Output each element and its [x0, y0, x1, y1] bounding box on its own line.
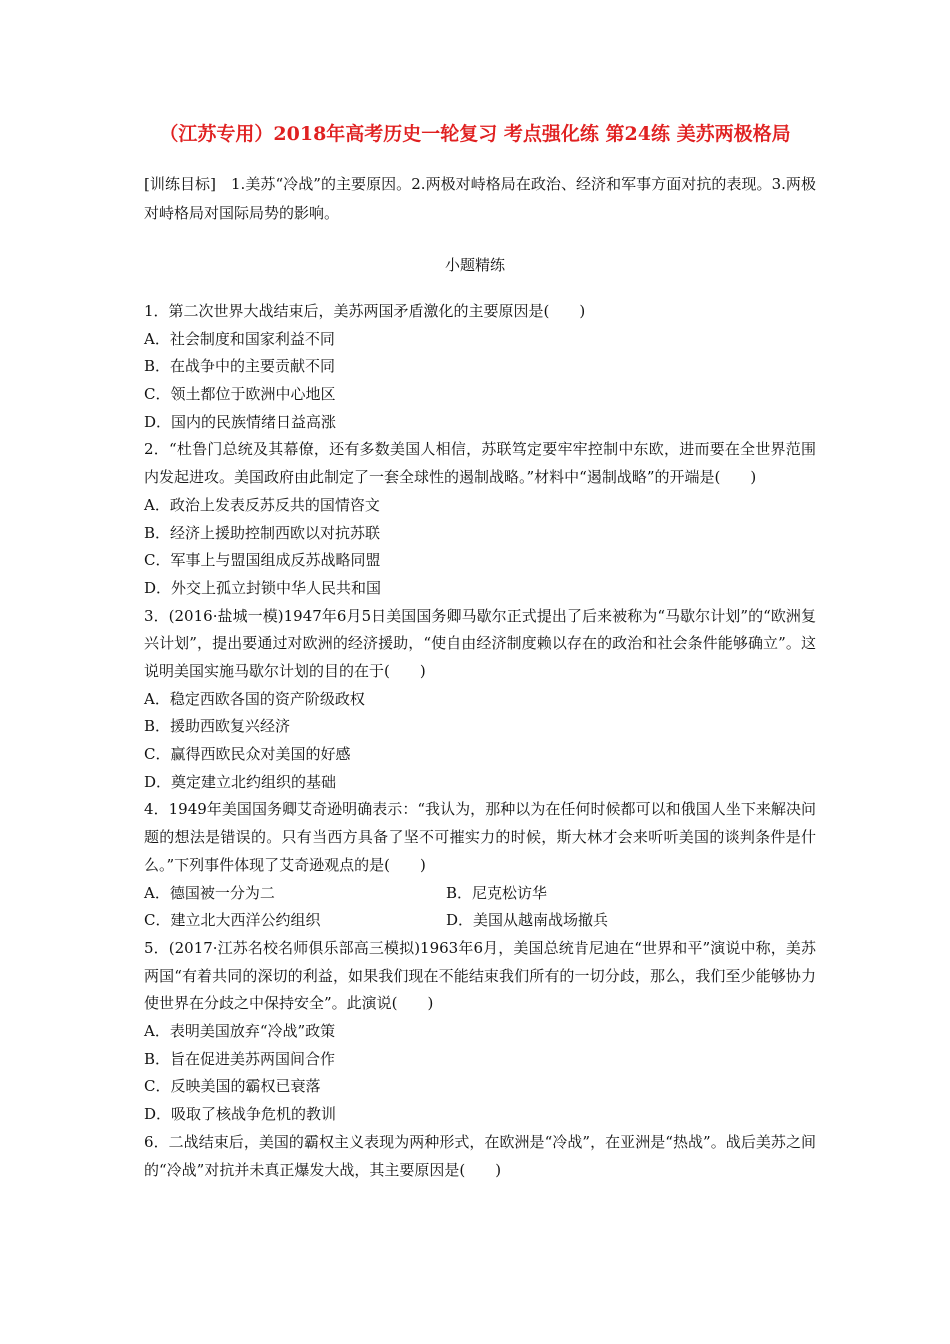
option-row — [144, 907, 816, 935]
question-stem: 4．1949年美国国务卿艾奇逊明确表示：“我认为，那种以为在任何时候都可以和俄国人坐下来解决问题的想法是错误的。只有当西方具备了坚不可摧实力的时候，斯大林才会来听听美国的谈判条件是什么。”下列事件体现了艾奇逊观点的是( ) — [144, 800, 816, 874]
question-2 — [144, 436, 816, 602]
question-stem: 2．“杜鲁门总统及其幕僚，还有多数美国人相信，苏联笃定要牢牢控制中东欧，进而要在全世界范围内发起进攻。美国政府由此制定了一套全球性的遏制战略。”材料中“遏制战略”的开端是( ) — [144, 440, 816, 487]
option-b: B．援助西欧复兴经济 — [144, 717, 291, 736]
question-5 — [144, 935, 816, 1129]
option-a: A．政治上发表反苏反共的国情咨文 — [144, 495, 380, 514]
option-d: D．外交上孤立封锁中华人民共和国 — [144, 578, 382, 597]
option-a: A．表明美国放弃“冷战”政策 — [144, 1022, 336, 1041]
option-b: B．在战争中的主要贡献不同 — [144, 357, 336, 376]
option-c: C．反映美国的霸权已衰落 — [144, 1077, 321, 1096]
question-4 — [144, 796, 816, 934]
question-1 — [144, 298, 816, 436]
option-a: A．德国被一分为二 — [144, 883, 275, 902]
option-c: C．军事上与盟国组成反苏战略同盟 — [144, 551, 381, 570]
question-3 — [144, 603, 816, 797]
option-b: B．经济上援助控制西欧以对抗苏联 — [144, 523, 381, 542]
option-a: A．社会制度和国家利益不同 — [144, 329, 335, 348]
question-stem: 3．(2016·盐城一模)1947年6月5日美国国务卿马歇尔正式提出了后来被称为“马歇尔计划”的“欧洲复兴计划”，提出要通过对欧洲的经济援助，“使自由经济制度赖以存在的政治和社会条件能够确立”。这说明美国实施马歇尔计划的目的在于( ) — [144, 606, 816, 680]
section-title: 小题精练 — [444, 256, 505, 274]
option-b: B．尼克松访华 — [446, 883, 548, 902]
question-6 — [144, 1129, 816, 1184]
training-objectives — [144, 170, 816, 228]
question-stem: 1．第二次世界大战结束后，美苏两国矛盾激化的主要原因是( ) — [144, 302, 586, 320]
option-d: D．奠定建立北约组织的基础 — [144, 772, 337, 791]
option-c: C．领土都位于欧洲中心地区 — [144, 385, 336, 404]
option-c: C．赢得西欧民众对美国的好感 — [144, 745, 351, 764]
document-title: （江苏专用）2018年高考历史一轮复习 考点强化练 第24练 美苏两极格局 — [159, 123, 791, 145]
question-list — [144, 298, 816, 1184]
objectives-text: 1.美苏“冷战”的主要原因。2.两极对峙格局在政治、经济和军事方面对抗的表现。3.两极对峙格局对国际局势的影响。 — [144, 175, 816, 222]
option-d: D．国内的民族情绪日益高涨 — [144, 412, 337, 431]
option-row — [144, 880, 816, 908]
question-stem: 5．(2017·江苏名校名师俱乐部高三模拟)1963年6月，美国总统肯尼迪在“世界和平”演说中称，美苏两国“有着共同的深切的利益，如果我们现在不能结束我们所有的一切分歧，那么，我们至少能够协力使世界在分歧之中保持安全”。此演说( ) — [144, 938, 816, 1013]
option-d: D．吸取了核战争危机的教训 — [144, 1105, 337, 1124]
option-a: A．稳定西欧各国的资产阶级政权 — [144, 689, 365, 708]
option-c: C．建立北大西洋公约组织 — [144, 911, 321, 930]
option-b: B．旨在促进美苏两国间合作 — [144, 1049, 336, 1068]
objectives-label: [训练目标] — [144, 175, 216, 193]
question-stem: 6．二战结束后，美国的霸权主义表现为两种形式，在欧洲是“冷战”，在亚洲是“热战”。战后美苏之间的“冷战”对抗并未真正爆发大战，其主要原因是( ) — [144, 1132, 816, 1179]
option-d: D．美国从越南战场撤兵 — [446, 911, 609, 930]
